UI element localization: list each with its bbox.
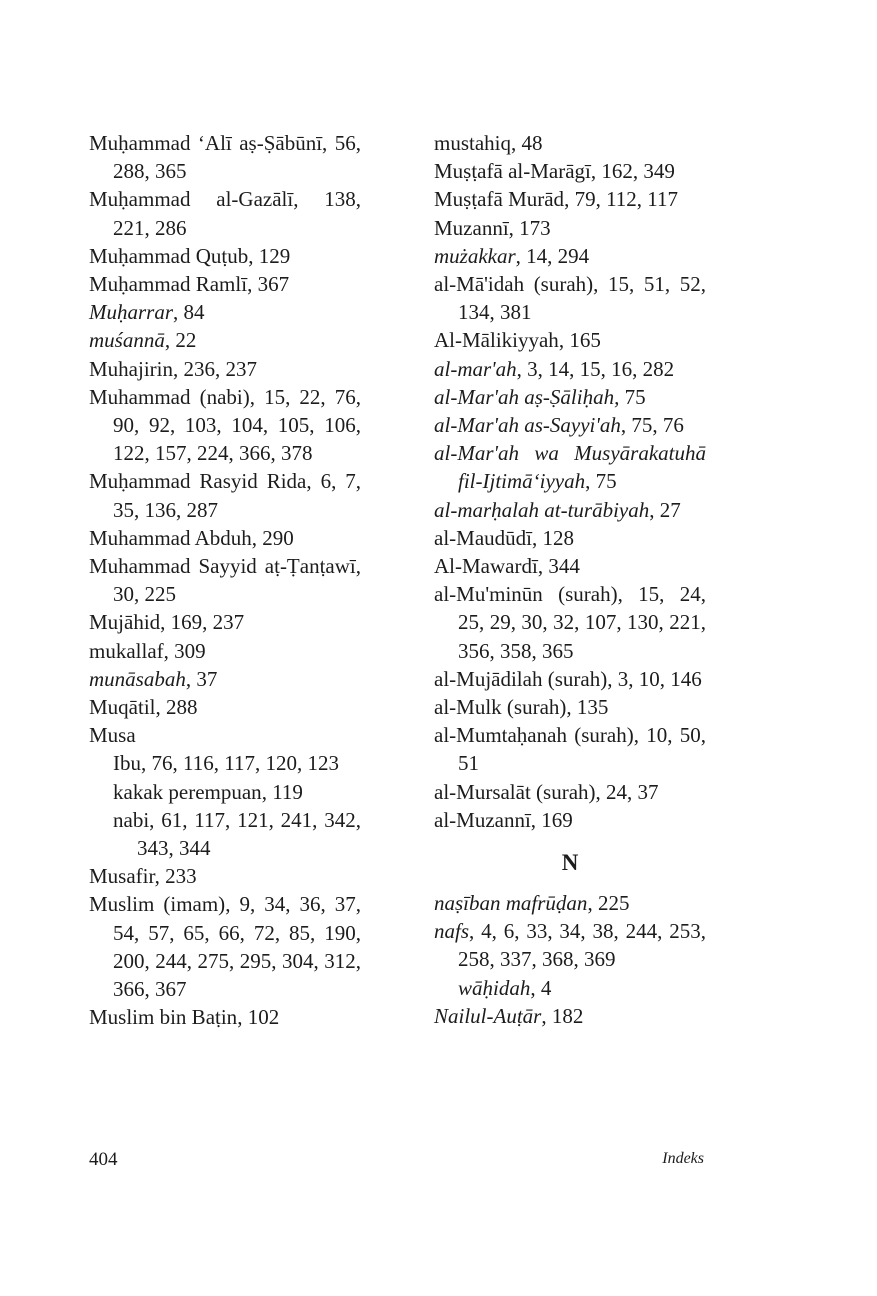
index-term: Nailul-Auṭār xyxy=(434,1003,542,1028)
index-term: Muḥammad Quṭub xyxy=(89,243,249,268)
index-entry xyxy=(89,665,361,693)
index-pages: , 225 xyxy=(587,891,630,916)
index-entry xyxy=(434,355,706,383)
index-pages: , 119 xyxy=(261,779,303,804)
index-pages: , 138, 221, 286 xyxy=(113,187,361,240)
index-pages: , 14, 294 xyxy=(515,243,590,268)
index-term: muśannā xyxy=(89,328,165,353)
index-term: al-marḥalah at-turābiyah xyxy=(434,497,650,522)
index-term: al-Mā'idah (surah) xyxy=(434,272,594,297)
index-entry xyxy=(89,467,361,523)
index-pages: , 169, 237 xyxy=(160,610,245,635)
index-term: Muḥarrar xyxy=(89,300,174,325)
index-entry xyxy=(89,298,361,326)
index-entry xyxy=(89,721,361,749)
index-entry xyxy=(89,185,361,241)
index-entry xyxy=(89,129,361,185)
index-term: wāḥidah xyxy=(458,975,531,1000)
index-term: Muḥammad al-Gazālī xyxy=(89,187,294,212)
index-term: Muzannī xyxy=(434,215,509,240)
index-pages: , 344 xyxy=(537,554,580,579)
index-term: Musa xyxy=(89,723,136,748)
index-term: al-mar'ah xyxy=(434,356,517,381)
index-pages: 75 xyxy=(619,384,646,409)
index-entry xyxy=(434,326,706,354)
index-pages: , 9, 34, 36, 37, 54, 57, 65, 66, 72, 85, 190, 200, 244, 275, 295, 304, 312, 366, 367 xyxy=(113,892,361,1002)
index-entry xyxy=(434,439,706,495)
index-term: Muṣṭafā Murād xyxy=(434,187,565,212)
index-entry xyxy=(89,242,361,270)
index-pages: , 4, 6, 33, 34, 38, 244, 253, 258, 337, 368, 369 xyxy=(458,919,706,972)
index-term: Ibu xyxy=(113,751,141,776)
index-pages: , 165 xyxy=(558,328,601,353)
index-subentry xyxy=(434,974,706,1002)
index-entry xyxy=(89,270,361,298)
index-entry xyxy=(89,890,361,1003)
index-entry xyxy=(434,806,706,834)
index-entry xyxy=(89,693,361,721)
index-term: al-Mar'ah wa Musyārakatuhā fil-Ijtimā‘iyyah xyxy=(434,441,706,494)
index-entry xyxy=(434,665,706,693)
index-pages: , 128 xyxy=(531,525,574,550)
index-entry xyxy=(89,1003,361,1031)
index-entry xyxy=(434,411,706,439)
index-term: al-Mar'ah as-Sayyi'ah xyxy=(434,413,621,438)
index-entry xyxy=(89,862,361,890)
index-term: Al-Mālikiyyah xyxy=(434,328,559,353)
index-entry xyxy=(434,580,706,665)
index-term: nafs xyxy=(434,919,470,944)
index-term: Muslim (imam) xyxy=(89,892,226,917)
section-letter: N xyxy=(561,850,579,876)
index-pages: , 102 xyxy=(237,1005,280,1030)
index-entry xyxy=(434,242,706,270)
running-footer-title: Indeks xyxy=(662,1150,704,1167)
n-entries xyxy=(434,889,706,1030)
index-subentry xyxy=(89,778,361,806)
index-term: Muhammad (nabi) xyxy=(89,384,250,409)
index-subentry xyxy=(89,749,361,777)
index-entry xyxy=(434,778,706,806)
index-pages: , 84 xyxy=(173,300,205,325)
index-pages: , 27 xyxy=(649,497,681,522)
index-entry xyxy=(434,157,706,185)
index-pages: , 37 xyxy=(185,666,218,691)
index-term: al-Mulk (surah) xyxy=(434,695,567,720)
m-entries-continued xyxy=(434,129,706,834)
index-pages: , 75, 76 xyxy=(620,413,684,438)
index-term: kakak perempuan xyxy=(113,779,262,804)
index-pages: , 79, 112, 117 xyxy=(564,187,679,212)
index-entry xyxy=(89,552,361,608)
index-pages: , 236, 237 xyxy=(173,356,257,381)
index-entry xyxy=(434,185,706,213)
index-entry xyxy=(434,496,706,524)
index-entry xyxy=(434,721,706,777)
index-pages: , 22 xyxy=(164,328,197,353)
index-term: nabi xyxy=(113,807,150,832)
index-pages: , 56, 288, 365 xyxy=(113,131,361,184)
index-entry xyxy=(434,1002,706,1030)
index-term: munāsabah xyxy=(89,666,186,691)
index-term: Mujāhid xyxy=(89,610,161,635)
index-pages: , 135 xyxy=(566,695,609,720)
index-term: al-Maudūdī xyxy=(434,525,532,550)
index-entry xyxy=(89,637,361,665)
index-term: al-Mujādilah (surah) xyxy=(434,666,608,691)
index-term: Muṣṭafā al-Marāgī xyxy=(434,159,591,184)
index-term: mużakkar xyxy=(434,243,516,268)
index-pages: , 3, 10, 146 xyxy=(607,666,702,691)
page-number: 404 xyxy=(89,1149,118,1170)
index-pages: , 309 xyxy=(163,638,206,663)
index-term: al-Mumtaḥanah (surah) xyxy=(434,723,634,748)
index-entry xyxy=(434,693,706,721)
index-entry xyxy=(89,608,361,636)
index-pages: , 169 xyxy=(530,807,573,832)
index-entry xyxy=(434,889,706,917)
index-pages: , 10, 50, 51 xyxy=(458,723,706,776)
index-pages: , 15, 24, 25, 29, 30, 32, 107, 130, 221, 356, 358, 365 xyxy=(458,582,707,663)
index-term: naṣīban mafrūḍan xyxy=(434,891,588,916)
index-pages: , 129 xyxy=(248,243,291,268)
index-pages: , 367 xyxy=(247,272,290,297)
index-pages: , 290 xyxy=(251,525,294,550)
index-term: al-Muzannī xyxy=(434,807,531,832)
index-pages: , 15, 51, 52, 134, 381 xyxy=(458,272,706,325)
index-entry xyxy=(434,524,706,552)
index-column-right xyxy=(434,129,706,1030)
index-entry xyxy=(434,383,706,411)
index-term: Muḥammad Ramlī xyxy=(89,272,248,297)
index-term: Muhajirin xyxy=(89,356,173,381)
index-entry xyxy=(89,524,361,552)
index-pages: , 6, 7, 35, 136, 287 xyxy=(113,469,362,522)
index-entry xyxy=(434,917,706,973)
index-pages: , 233 xyxy=(154,864,197,889)
index-pages: , 24, 37 xyxy=(595,779,659,804)
index-pages: , 162, 349 xyxy=(590,159,675,184)
index-pages: , 48 xyxy=(511,131,543,155)
index-entry xyxy=(434,129,706,157)
index-pages: , 15, 22, 76, 90, 92, 103, 104, 105, 106, 122, 157, 224, 366, 378 xyxy=(113,384,361,466)
index-pages: , 173 xyxy=(508,215,551,240)
index-pages: , 30, 225 xyxy=(113,554,361,607)
index-pages: , 61, 117, 121, 241, 342, 343, 344 xyxy=(137,807,361,861)
index-entry xyxy=(89,383,361,468)
index-entry xyxy=(434,552,706,580)
index-pages: , 75 xyxy=(585,469,617,494)
index-term: Musafir xyxy=(89,864,155,889)
index-term: Muḥammad Rasyid Rida xyxy=(89,469,307,494)
index-term: al-Mar'ah aṣ-Ṣāliḥah, xyxy=(434,384,620,409)
index-term: Muhammad Sayyid aṭ-Ṭanṭawī xyxy=(89,554,356,579)
index-pages: , 182 xyxy=(541,1003,584,1028)
index-entry xyxy=(434,214,706,242)
index-term: al-Mu'minūn (surah) xyxy=(434,582,618,607)
index-term: mustahiq xyxy=(434,131,511,155)
index-column-left xyxy=(89,129,361,1032)
index-term: Muslim bin Baṭin xyxy=(89,1005,238,1030)
index-term: mukallaf xyxy=(89,638,164,663)
index-subentry xyxy=(89,806,361,862)
index-pages: , 4 xyxy=(530,975,552,1000)
index-entry xyxy=(89,355,361,383)
index-pages: , 3, 14, 15, 16, 282 xyxy=(516,356,675,381)
index-pages: , 288 xyxy=(155,695,198,720)
index-term: Al-Mawardī xyxy=(434,554,538,579)
index-term: Muqātil xyxy=(89,695,156,720)
index-entry xyxy=(89,326,361,354)
index-term: Muḥammad ‘Alī aṣ-Ṣābūnī xyxy=(89,131,323,155)
index-term: al-Mursalāt (surah) xyxy=(434,779,596,804)
index-entry xyxy=(434,270,706,326)
index-pages: , 76, 116, 117, 120, 123 xyxy=(141,751,339,776)
index-term: Muhammad Abduh xyxy=(89,525,252,550)
